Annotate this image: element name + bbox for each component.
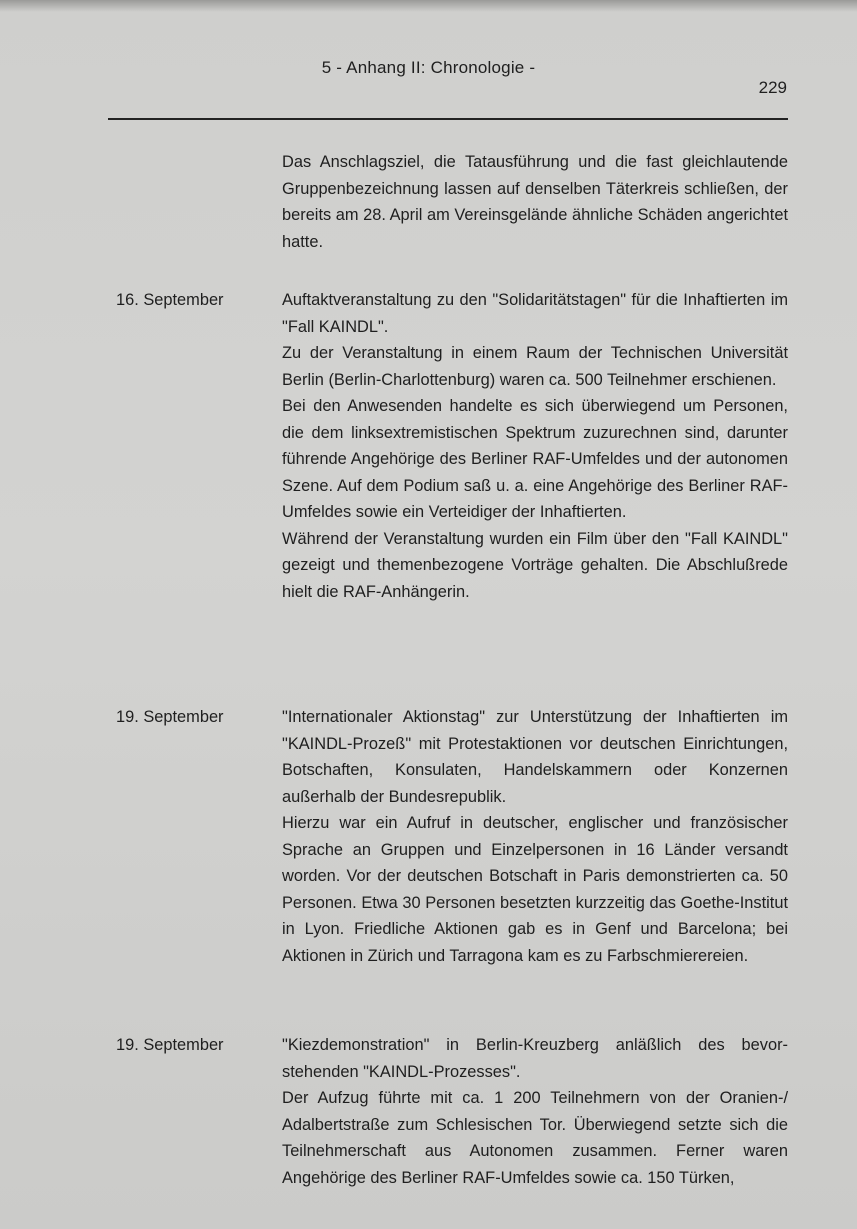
entry-2-paragraph-2: Hierzu war ein Aufruf in deutscher, englischer und französischer Sprache an Gruppen und Einzelpersonen in 16 Länder versandt worden. Vor der deutschen Botschaft in Paris demonstrierten ca. 50 Personen. Etwa 30 Personen besetzten kurzzeitig das Goethe-Institut in Lyon. Friedliche Aktionen gab es in Genf und Barcelona; bei Aktionen in Zürich und Tarragona kam es zu Farbschmierereien. <box>282 814 788 965</box>
entry-date-1: 16. September <box>116 291 224 309</box>
entry-1-paragraph-3: Bei den Anwesenden handelte es sich überwiegend um Personen, die dem linksextremistischen Spektrum zuzurechnen sind, darunter führende Angehörige des Berliner RAF-Umfeldes und der autonomen Szene. Auf dem Podium saß u. a. eine Angehörige des Berliner RAF-Umfeldes sowie ein Verteidiger der Inhaftierten. <box>282 397 788 521</box>
header-rule <box>108 118 788 120</box>
entry-2-text <box>282 704 788 969</box>
intro-paragraph-block <box>282 149 788 255</box>
page-top-shadow <box>0 0 857 12</box>
entry-3-paragraph-1: "Kiezdemonstration" in Berlin-Kreuzberg anläßlich des bevorstehenden "KAINDL-Prozesses". <box>282 1036 788 1081</box>
entry-2-paragraph-1: "Internationaler Aktionstag" zur Unterstützung der Inhaftierten im "KAINDL-Prozeß" mit Protestaktionen vor deutschen Einrichtungen, Botschaften, Konsulaten, Handelskammern oder Konzernen außerhalb der Bundesrepublik. <box>282 708 788 806</box>
intro-paragraph: Das Anschlagsziel, die Tatausführung und die fast gleichlautende Gruppenbezeichnung lassen auf denselben Täterkreis schließen, der bereits am 28. April am Vereinsgelände ähnliche Schäden angerichtet hatte. <box>282 153 788 251</box>
entry-date-3: 19. September <box>116 1036 224 1054</box>
entry-1-text <box>282 287 788 605</box>
entry-3-paragraph-2: Der Aufzug führte mit ca. 1 200 Teilnehmern von der Oranien-/ Adalbertstraße zum Schlesischen Tor. Überwiegend setzte sich die Teilnehmerschaft aus Autonomen zusammen. Ferner waren Angehörige des Berliner RAF-Umfeldes sowie ca. 150 Türken, <box>282 1089 788 1187</box>
entry-3-text <box>282 1032 788 1191</box>
running-head: 5 - Anhang II: Chronologie - <box>321 58 536 77</box>
entry-1-paragraph-4: Während der Veranstaltung wurden ein Film über den "Fall KAINDL" gezeigt und themenbezogene Vorträge gehalten. Die Abschlußrede hielt die RAF-Anhängerin. <box>282 529 788 601</box>
entry-1-paragraph-2: Zu der Veranstaltung in einem Raum der Technischen Universität Berlin (Berlin-Charlottenburg) waren ca. 500 Teilnehmer erschienen. <box>282 344 788 389</box>
page-number: 229 <box>758 78 787 97</box>
entry-1-paragraph-1: Auftaktveranstaltung zu den "Solidaritätstagen" für die Inhaftierten im "Fall KAINDL". <box>282 291 788 336</box>
entry-date-2: 19. September <box>116 708 224 726</box>
